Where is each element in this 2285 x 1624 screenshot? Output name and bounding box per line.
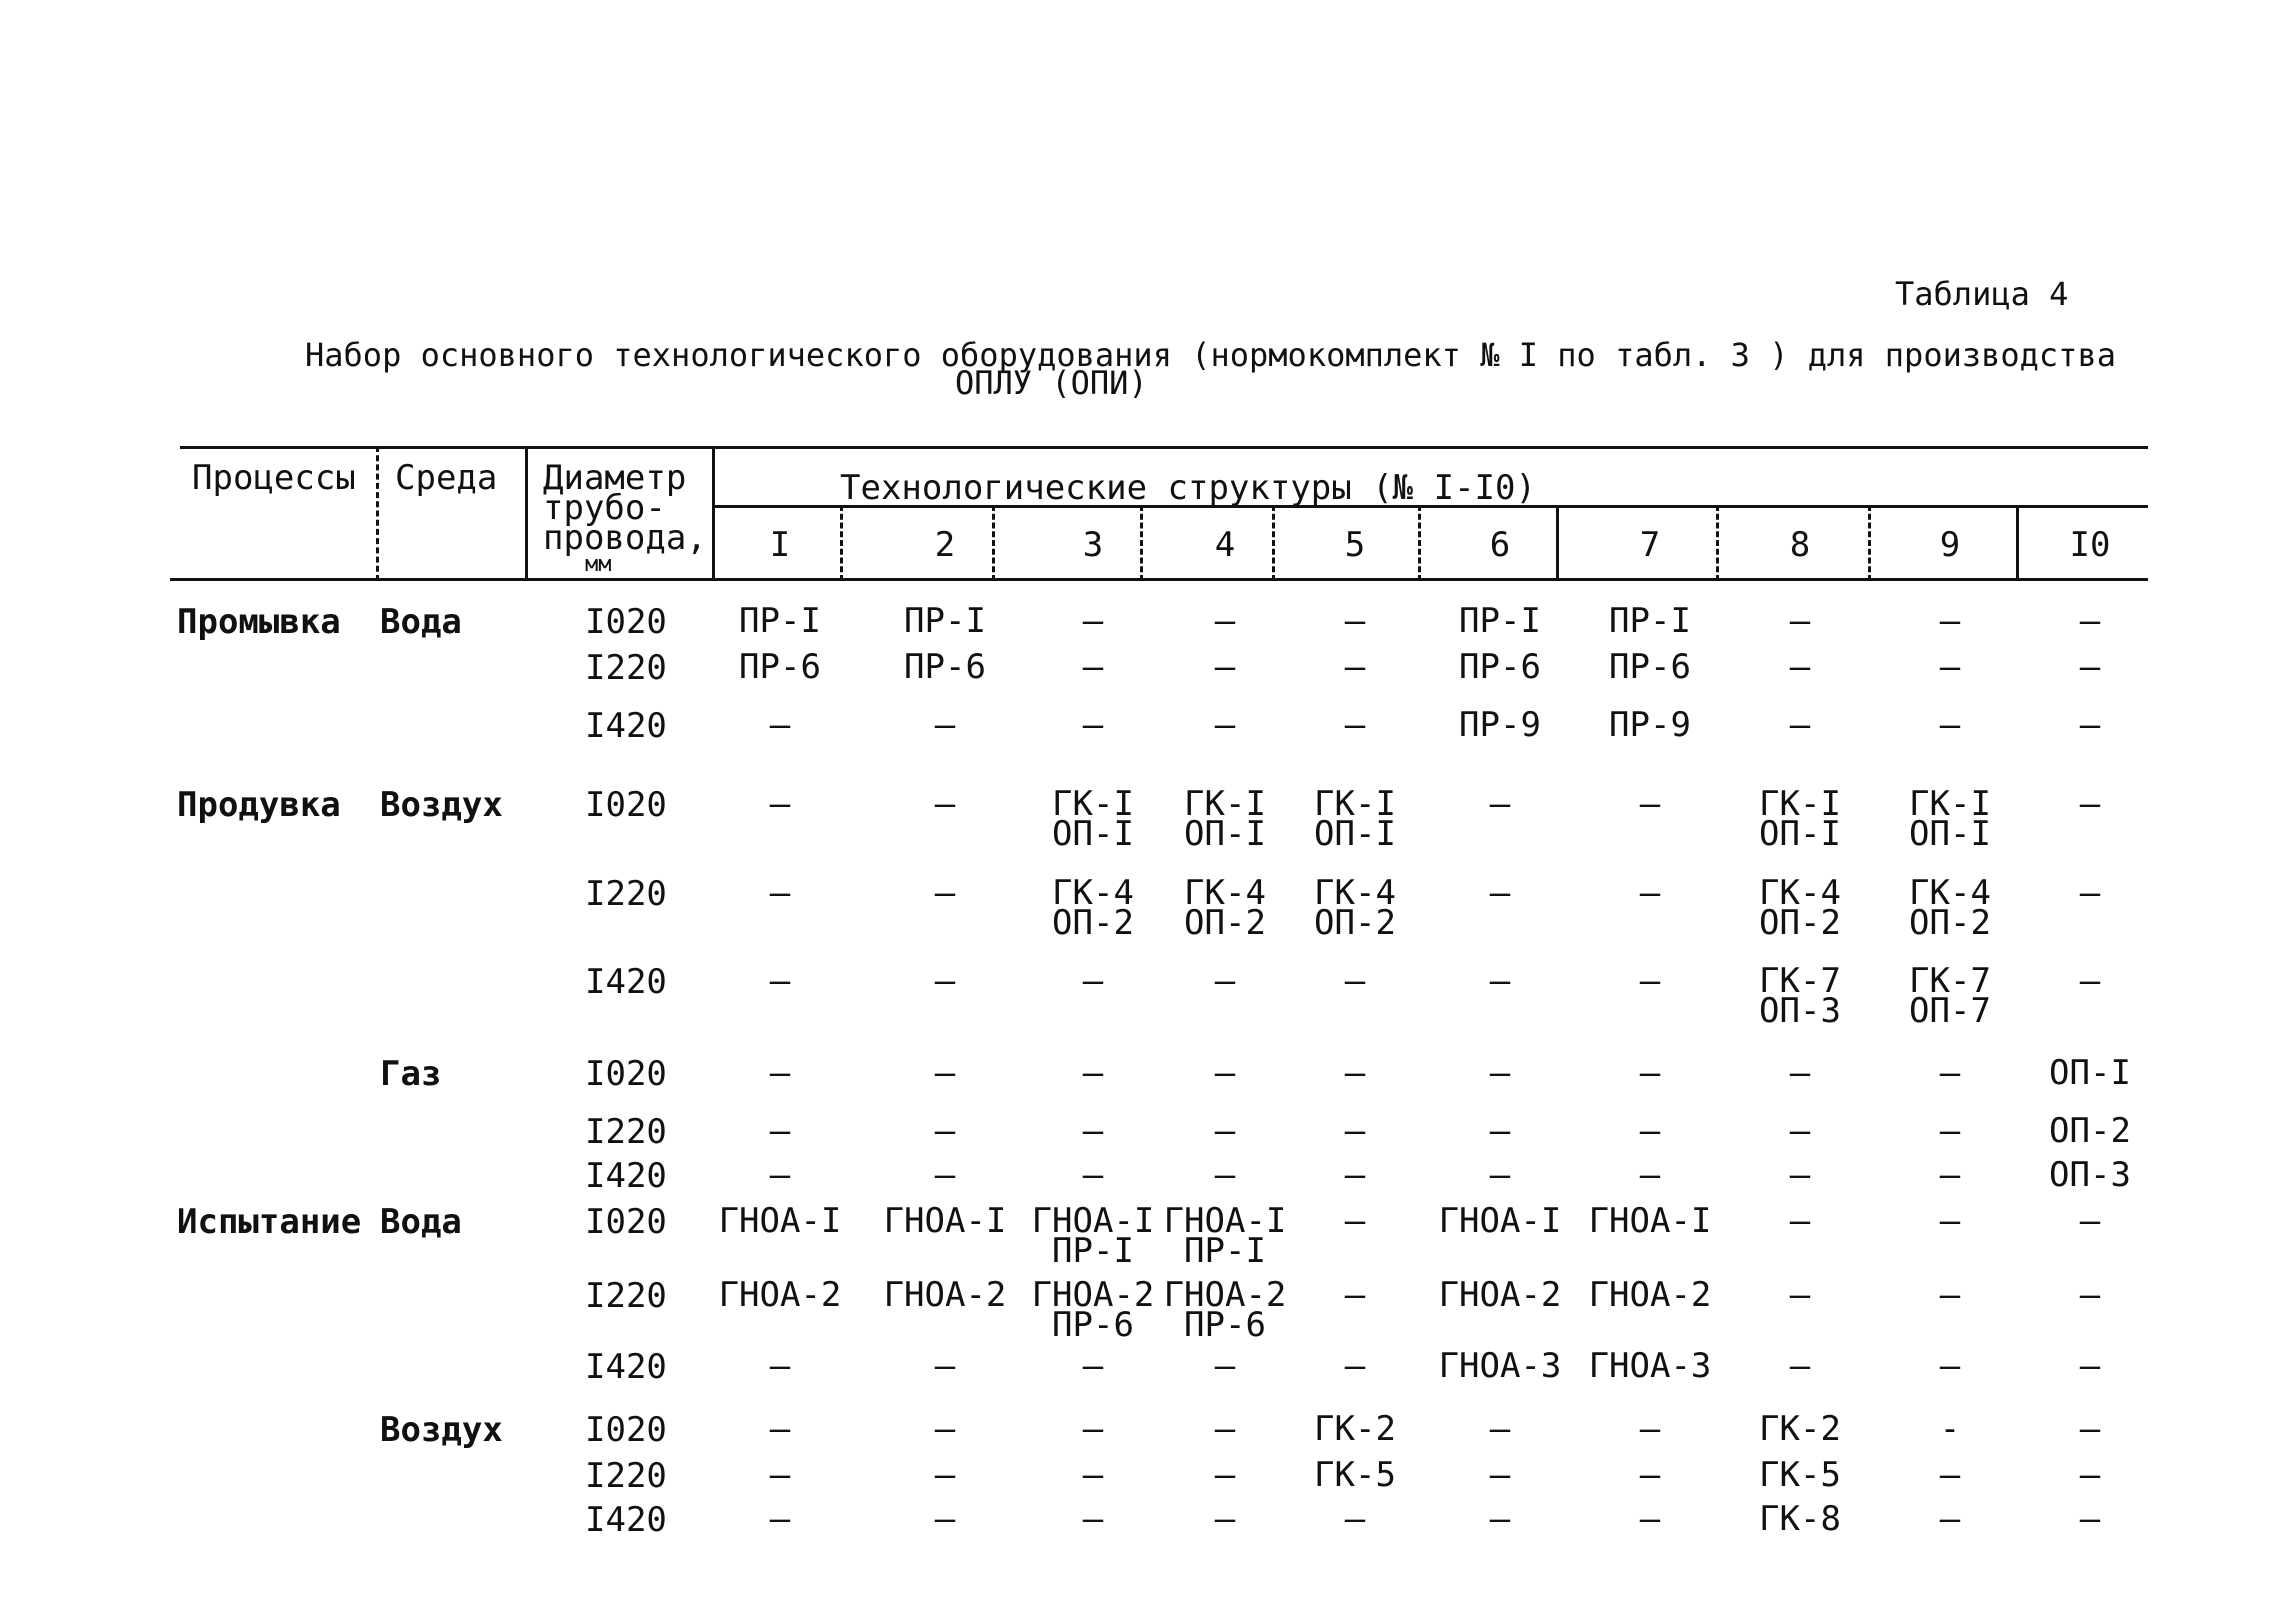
medium-label: Вода	[380, 1202, 462, 1242]
equipment-cell: ГК-4 ОП-2	[1909, 873, 1991, 943]
equipment-cell: ГНОА-3	[1438, 1346, 1562, 1386]
equipment-cell: –	[2079, 1201, 2101, 1241]
equipment-cell: ГК-5	[1759, 1455, 1841, 1495]
equipment-cell: ПР-I	[904, 601, 986, 641]
equipment-cell: ГНОА-I ПР-I	[1163, 1201, 1287, 1271]
equipment-cell: ГК-8	[1759, 1499, 1841, 1539]
equipment-cell: –	[1214, 601, 1236, 641]
equipment-cell: –	[1939, 705, 1961, 745]
equipment-cell: -	[1939, 1409, 1961, 1449]
diameter-value: I420	[585, 706, 667, 746]
header-structures: Технологические структуры (№ I-I0)	[840, 468, 1536, 508]
structure-column-divider	[1716, 505, 1719, 581]
structure-column-divider	[1140, 505, 1143, 581]
structure-column-header: I0	[2069, 525, 2111, 565]
equipment-cell: –	[1344, 1201, 1366, 1241]
equipment-cell: –	[1489, 1111, 1511, 1151]
diameter-value: I020	[585, 1202, 667, 1242]
equipment-cell: ГК-2	[1314, 1409, 1396, 1449]
equipment-cell: –	[1789, 1275, 1811, 1315]
equipment-cell: –	[769, 1499, 791, 1539]
equipment-cell: –	[1214, 1409, 1236, 1449]
header-diameter-3: провода,	[543, 518, 707, 558]
equipment-cell: –	[1639, 1499, 1661, 1539]
equipment-cell: –	[1082, 1111, 1104, 1151]
equipment-cell: ПР-6	[1609, 647, 1691, 687]
diameter-value: I420	[585, 1500, 667, 1540]
equipment-cell: ГК-4 ОП-2	[1759, 873, 1841, 943]
equipment-cell: ГК-7 ОП-3	[1759, 961, 1841, 1031]
structure-column-header: 5	[1344, 525, 1366, 565]
header-medium: Среда	[395, 458, 498, 498]
structure-column-divider	[992, 505, 995, 581]
equipment-cell: ГНОА-2	[718, 1275, 842, 1315]
equipment-cell: –	[1939, 1201, 1961, 1241]
equipment-cell: ПР-9	[1459, 705, 1541, 745]
table-caption: Таблица 4	[1895, 275, 2069, 313]
equipment-cell: –	[1939, 1111, 1961, 1151]
equipment-cell: –	[934, 1499, 956, 1539]
equipment-cell: ПР-6	[739, 647, 821, 687]
diameter-value: I220	[585, 1112, 667, 1152]
equipment-cell: –	[1489, 1053, 1511, 1093]
table-title-line-2: ОПЛУ (ОПИ)	[955, 364, 1148, 402]
structure-column-header: 2	[934, 525, 956, 565]
structure-column-header: I	[769, 525, 791, 565]
equipment-cell: ГНОА-3	[1588, 1346, 1712, 1386]
equipment-cell: –	[769, 1409, 791, 1449]
equipment-cell: ПР-9	[1609, 705, 1691, 745]
equipment-cell: ГК-2	[1759, 1409, 1841, 1449]
equipment-cell: –	[1939, 1499, 1961, 1539]
equipment-cell: –	[2079, 1499, 2101, 1539]
equipment-cell: –	[769, 1155, 791, 1195]
equipment-cell: –	[2079, 1346, 2101, 1386]
equipment-cell: –	[1639, 784, 1661, 824]
diameter-value: I020	[585, 602, 667, 642]
equipment-cell: –	[1939, 1275, 1961, 1315]
equipment-cell: ГК-4 ОП-2	[1184, 873, 1266, 943]
equipment-cell: –	[1939, 1053, 1961, 1093]
equipment-cell: –	[769, 873, 791, 913]
diameter-value: I420	[585, 962, 667, 1002]
equipment-cell: –	[1789, 647, 1811, 687]
equipment-cell: ПР-6	[1459, 647, 1541, 687]
equipment-cell: –	[1489, 1409, 1511, 1449]
structure-column-header: 9	[1939, 525, 1961, 565]
equipment-cell: –	[934, 784, 956, 824]
equipment-cell: –	[1489, 961, 1511, 1001]
equipment-cell: –	[769, 705, 791, 745]
equipment-cell: –	[769, 1346, 791, 1386]
equipment-cell: –	[1939, 1346, 1961, 1386]
equipment-cell: ПР-6	[904, 647, 986, 687]
equipment-cell: –	[1639, 1111, 1661, 1151]
equipment-cell: ГК-I ОП-I	[1314, 784, 1396, 854]
equipment-cell: –	[2079, 705, 2101, 745]
diameter-value: I220	[585, 648, 667, 688]
equipment-cell: ОП-3	[2049, 1155, 2131, 1195]
equipment-cell: –	[934, 1346, 956, 1386]
structure-column-header: 7	[1639, 525, 1661, 565]
equipment-cell: –	[1639, 1155, 1661, 1195]
equipment-cell: –	[1082, 1346, 1104, 1386]
equipment-cell: –	[1344, 601, 1366, 641]
equipment-cell: –	[2079, 1409, 2101, 1449]
equipment-cell: ГНОА-2	[1588, 1275, 1712, 1315]
equipment-cell: –	[2079, 647, 2101, 687]
equipment-cell: –	[2079, 873, 2101, 913]
diameter-value: I420	[585, 1156, 667, 1196]
equipment-cell: ГНОА-I	[1438, 1201, 1562, 1241]
equipment-cell: –	[934, 1155, 956, 1195]
diameter-value: I020	[585, 1410, 667, 1450]
col-divider-diameter-right	[712, 446, 715, 581]
equipment-cell: –	[769, 961, 791, 1001]
equipment-cell: –	[1214, 961, 1236, 1001]
table-title-line-1: Набор основного технологического оборудования (нормокомплект № I по табл. 3 ) для производства	[305, 336, 2116, 374]
equipment-cell: –	[1344, 1346, 1366, 1386]
equipment-cell: –	[1344, 1499, 1366, 1539]
structure-column-header: 6	[1489, 525, 1511, 565]
diameter-value: I220	[585, 874, 667, 914]
equipment-cell: ГК-4 ОП-2	[1314, 873, 1396, 943]
equipment-cell: ПР-I	[1459, 601, 1541, 641]
structure-column-divider	[1556, 505, 1559, 581]
structure-column-header: 4	[1214, 525, 1236, 565]
equipment-cell: –	[1344, 1111, 1366, 1151]
equipment-cell: ГНОА-2 ПР-6	[1031, 1275, 1155, 1345]
equipment-cell: –	[1489, 1499, 1511, 1539]
equipment-cell: ГК-7 ОП-7	[1909, 961, 1991, 1031]
process-label: Продувка	[177, 785, 341, 825]
medium-label: Газ	[380, 1054, 442, 1094]
equipment-cell: –	[1489, 873, 1511, 913]
equipment-cell: –	[769, 1111, 791, 1151]
equipment-cell: –	[1939, 647, 1961, 687]
equipment-cell: –	[1939, 1455, 1961, 1495]
equipment-cell: –	[2079, 784, 2101, 824]
equipment-cell: –	[1082, 1455, 1104, 1495]
equipment-cell: ГК-4 ОП-2	[1052, 873, 1134, 943]
medium-label: Воздух	[380, 785, 503, 825]
equipment-cell: –	[1344, 1053, 1366, 1093]
equipment-cell: –	[1344, 1155, 1366, 1195]
equipment-cell: –	[1789, 1111, 1811, 1151]
equipment-cell: –	[1082, 601, 1104, 641]
equipment-cell: ПР-I	[739, 601, 821, 641]
equipment-cell: –	[1082, 705, 1104, 745]
header-diameter-2: трубо-	[543, 488, 666, 528]
header-bottom-rule	[170, 578, 2148, 581]
equipment-cell: –	[769, 1455, 791, 1495]
equipment-cell: ГК-5	[1314, 1455, 1396, 1495]
equipment-cell: ГК-I ОП-I	[1052, 784, 1134, 854]
equipment-cell: –	[1214, 1346, 1236, 1386]
structure-column-header: 8	[1789, 525, 1811, 565]
equipment-cell: ОП-2	[2049, 1111, 2131, 1151]
equipment-cell: –	[934, 873, 956, 913]
diameter-value: I020	[585, 785, 667, 825]
header-diameter-4: мм	[585, 552, 612, 577]
equipment-cell: ГК-I ОП-I	[1759, 784, 1841, 854]
equipment-cell: –	[1214, 1455, 1236, 1495]
equipment-cell: –	[1489, 1455, 1511, 1495]
equipment-cell: –	[1489, 1155, 1511, 1195]
equipment-cell: –	[1939, 601, 1961, 641]
equipment-cell: –	[1639, 961, 1661, 1001]
equipment-cell: –	[1082, 1499, 1104, 1539]
structure-column-divider	[840, 505, 843, 581]
equipment-cell: –	[1639, 1053, 1661, 1093]
equipment-cell: –	[1082, 647, 1104, 687]
equipment-cell: –	[1639, 873, 1661, 913]
equipment-cell: –	[1789, 1346, 1811, 1386]
equipment-cell: –	[1082, 1409, 1104, 1449]
equipment-cell: –	[769, 784, 791, 824]
equipment-cell: –	[934, 1455, 956, 1495]
equipment-cell: –	[1344, 647, 1366, 687]
diameter-value: I220	[585, 1276, 667, 1316]
structure-column-header: 3	[1082, 525, 1104, 565]
equipment-cell: –	[1214, 1155, 1236, 1195]
equipment-cell: ГНОА-I ПР-I	[1031, 1201, 1155, 1271]
equipment-cell: ГНОА-2	[883, 1275, 1007, 1315]
equipment-cell: –	[1344, 961, 1366, 1001]
diameter-value: I220	[585, 1456, 667, 1496]
equipment-cell: –	[2079, 961, 2101, 1001]
header-processes: Процессы	[192, 458, 356, 498]
medium-label: Воздух	[380, 1410, 503, 1450]
equipment-cell: ПР-I	[1609, 601, 1691, 641]
equipment-cell: –	[1214, 1499, 1236, 1539]
equipment-cell: –	[1082, 961, 1104, 1001]
equipment-cell: –	[934, 1111, 956, 1151]
equipment-cell: –	[934, 705, 956, 745]
equipment-cell: –	[1082, 1053, 1104, 1093]
equipment-cell: ГНОА-2	[1438, 1275, 1562, 1315]
equipment-cell: –	[1639, 1455, 1661, 1495]
col-divider-medium	[376, 446, 379, 581]
equipment-cell: –	[1082, 1155, 1104, 1195]
process-label: Испытание	[177, 1202, 362, 1242]
equipment-cell: –	[934, 1409, 956, 1449]
equipment-cell: ГНОА-I	[883, 1201, 1007, 1241]
equipment-cell: ГНОА-I	[1588, 1201, 1712, 1241]
header-diameter-1: Диаметр	[543, 458, 687, 498]
equipment-cell: –	[769, 1053, 791, 1093]
equipment-cell: –	[1214, 705, 1236, 745]
col-divider-diameter-left	[525, 446, 528, 581]
equipment-cell: –	[1214, 1053, 1236, 1093]
equipment-cell: –	[1489, 784, 1511, 824]
equipment-cell: –	[1789, 1201, 1811, 1241]
equipment-cell: –	[1344, 1275, 1366, 1315]
equipment-cell: –	[1789, 1053, 1811, 1093]
equipment-cell: ГК-I ОП-I	[1909, 784, 1991, 854]
equipment-cell: ОП-I	[2049, 1053, 2131, 1093]
diameter-value: I020	[585, 1054, 667, 1094]
equipment-cell: –	[1789, 601, 1811, 641]
diameter-value: I420	[585, 1347, 667, 1387]
structure-column-divider	[1868, 505, 1871, 581]
equipment-cell: –	[934, 1053, 956, 1093]
structure-column-divider	[1272, 505, 1275, 581]
medium-label: Вода	[380, 602, 462, 642]
equipment-cell: ГК-I ОП-I	[1184, 784, 1266, 854]
equipment-cell: –	[1789, 705, 1811, 745]
equipment-cell: –	[1344, 705, 1366, 745]
structure-column-divider	[1418, 505, 1421, 581]
equipment-cell: ГНОА-I	[718, 1201, 842, 1241]
equipment-cell: –	[1639, 1409, 1661, 1449]
table-top-rule	[180, 446, 2148, 449]
equipment-cell: –	[934, 961, 956, 1001]
equipment-cell: –	[2079, 1275, 2101, 1315]
equipment-cell: –	[1789, 1155, 1811, 1195]
equipment-cell: –	[2079, 1455, 2101, 1495]
equipment-cell: –	[1939, 1155, 1961, 1195]
equipment-cell: –	[1214, 647, 1236, 687]
equipment-cell: –	[1214, 1111, 1236, 1151]
structure-column-divider	[2016, 505, 2019, 581]
process-label: Промывка	[177, 602, 341, 642]
equipment-cell: –	[2079, 601, 2101, 641]
equipment-cell: ГНОА-2 ПР-6	[1163, 1275, 1287, 1345]
